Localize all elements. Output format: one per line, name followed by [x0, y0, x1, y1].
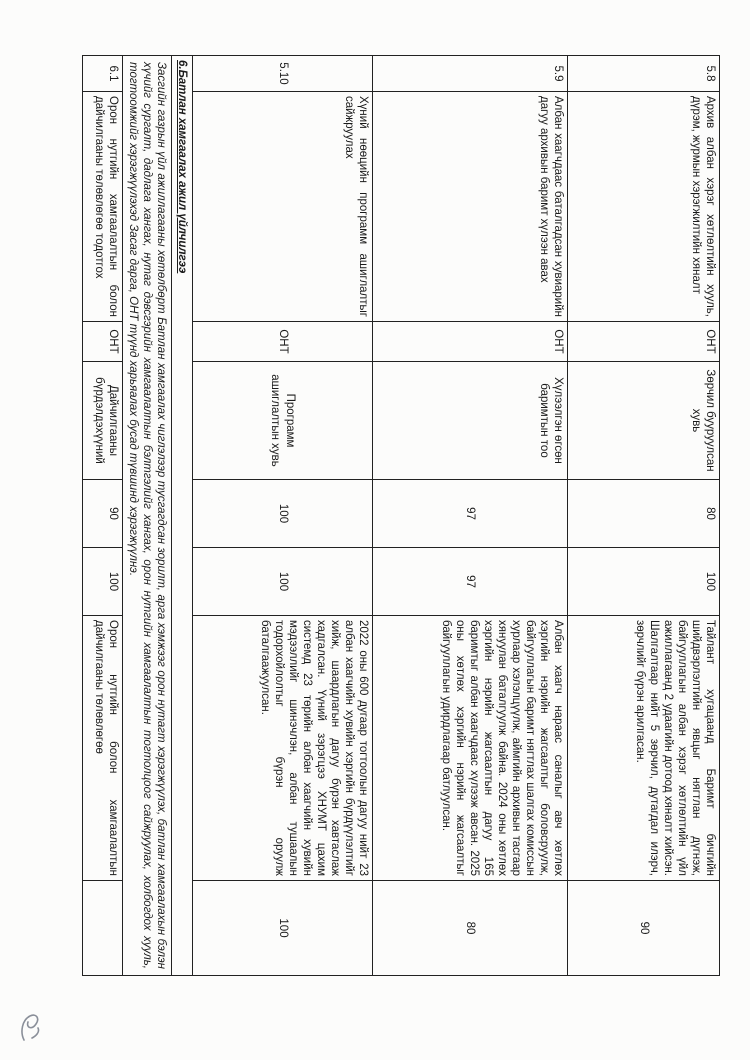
section-heading: 6.Батлан хамгаалах ажил үйлчилгээ: [171, 56, 192, 976]
section-paragraph: Засгийн газрын үйл ажиллагааны хөтөлбөрт Батлан хамгаалах чиглэлээр тусгагдсан зорилт, арга хэмжээг орон нутагт хэрэгжүүлэх, батлан хамгаалахын бэлэн хүчийг сургалт, дадлага хангах, нутаг дэвсгэрийн хамгаалалтын бэлтгэлийг хангах, орон нутгийн хамгаалалтын тогтолцоог сайжруулах, холбогдох хууль, тогтоомжийг хэрэгжүүлэхэд Засаг дарга, ОНТ түүнд харьяалах бусад түвшинд хэрэгжүүлнэ.: [122, 56, 171, 976]
indicator: Программ ашиглалтын хувь: [193, 362, 373, 480]
handwritten-page-mark: [18, 1010, 44, 1046]
responsible-unit: ОНТ: [568, 322, 720, 362]
activity-title: Албан хаагчдаас баталгадсан хувиарийн дагуу архивын баримт хүлээн авах: [373, 92, 568, 322]
progress-description: Орон нутгийн болон хамгаалалтын дайчилгааны төлөвлөгөө: [82, 616, 122, 881]
progress-description: Тайлант хугацаанд Баримт бичгийн шийдвэрлэлтийн явцыг нягтлан дүгнэж, байгууллагын албан хэрэг хөтлөлтийн үйл ажиллагаанд 2 удаагийн дотоод хяналт хийсэн. Шалгалтаар нийт 5 зөрчил, дутагдал илэрч, зөрчлийг бүрэн арилгасан.: [568, 616, 720, 881]
rotated-document-page: [30, 55, 720, 975]
row-number: 5.9: [373, 56, 568, 92]
result-value: 100: [193, 548, 373, 616]
evaluation-score: [82, 881, 122, 976]
table-row: [373, 56, 568, 976]
activity-title: Хүний нөөцийн программ ашиглалтыг сайжруулах: [193, 92, 373, 322]
row-number: 6.1: [82, 56, 122, 92]
section-paragraph-row: [122, 56, 171, 976]
indicator: Зөрчил бууруулсан хувь: [568, 362, 720, 480]
result-value: 100: [568, 548, 720, 616]
progress-description: 2022 оны 600 дугаар тогтоолын дагуу нийт 23 албан хаагчийн хувийн хэргийн бүрдүүлэлтийг хийж, шаардлагын дагуу бүрэн хавтаслаж хадгалсан. Үүний зэрэгцээ ХНУМТ цахим системд 23 төрийн албан хаагчийн хувийн мэдээллийг шинэчлэн, албан тушаалын тодорхойлолтыг бүрэн оруулж баталгаажуулсан.: [193, 616, 373, 881]
table-row: [568, 56, 720, 976]
table-row: [82, 56, 122, 976]
row-number: 5.10: [193, 56, 373, 92]
evaluation-score: 100: [193, 881, 373, 976]
responsible-unit: ОНТ: [193, 322, 373, 362]
evaluation-table: [82, 55, 720, 976]
evaluation-score: 80: [373, 881, 568, 976]
section-heading-row: [171, 56, 192, 976]
target-value: 100: [193, 480, 373, 548]
indicator: Дайчилгааны бүрдэлдэхүүний: [82, 362, 122, 480]
result-value: 97: [373, 548, 568, 616]
activity-title: Архив албан хэрэг хөтлөлтийн хууль, дүрэм, журмын хэрэгжилтийн хяналт: [568, 92, 720, 322]
target-value: 97: [373, 480, 568, 548]
responsible-unit: ОНТ: [82, 322, 122, 362]
evaluation-score: 90: [568, 881, 720, 976]
activity-title: Орон нутгийн хамгаалалтын болон дайчилгааны төлөвлөгөө тодотгох: [82, 92, 122, 322]
indicator: Хүлээлгэн өгсөн баримтын тоо: [373, 362, 568, 480]
result-value: 100: [82, 548, 122, 616]
table-row: [193, 56, 373, 976]
row-number: 5.8: [568, 56, 720, 92]
progress-description: Албан хаагч нараас саналыг авч хөтлөх хэргийн нэрийн жагсаалтыг боловсруулж, байгууллагын баримт нягтлах шалгах комиссын хурлаар хэлэлцүүлж, аймгийн архивын тасгаар хянуулан баталгуулж байна. 2024 оны хөтлөх хэргийн нэрийн жагсаалтын дагуу 165 баримтыг албан хаагчдаас хүлээж авсан. 2025 оны хөтлөх хэргийн нэрийн жагсаалтыг байгууллагын удирдлагаар батлуулсан.: [373, 616, 568, 881]
responsible-unit: ОНТ: [373, 322, 568, 362]
target-value: 90: [82, 480, 122, 548]
target-value: 80: [568, 480, 720, 548]
